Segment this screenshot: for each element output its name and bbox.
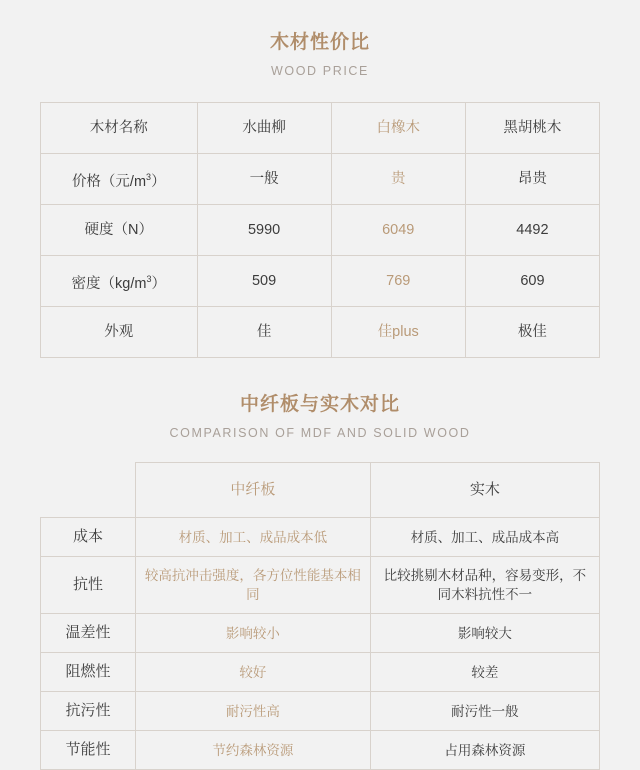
table-cell-cost-mdf: 材质、加工、成品成本低 [136,518,371,557]
table-cell-label-flame: 阻燃性 [41,653,136,692]
table-cell-corner-empty [41,463,136,518]
table-cell-density-black-walnut: 609 [465,256,599,307]
table-cell-label-temperature: 温差性 [41,614,136,653]
table-row [41,692,600,731]
table-cell-stain-solid: 耐污性一般 [370,692,599,731]
table-cell-resistance-solid: 比较挑剔木材品种，容易变形，不同木料抗性不一 [370,557,599,614]
table-cell-cost-solid: 材质、加工、成品成本高 [370,518,599,557]
table-cell-label-price: 价格（元$/m^3$） [41,154,198,205]
table-row [41,731,600,770]
wood-price-table [40,102,600,358]
section-comparison-heading [40,358,600,444]
table-row [41,154,600,205]
comparison-table [40,462,600,770]
table-cell-header-ash: 水曲柳 [197,103,331,154]
table-cell-price-black-walnut: 昂贵 [465,154,599,205]
table-cell-energy-solid: 占用森林资源 [370,731,599,770]
table-cell-density-white-oak: 769 [331,256,465,307]
table-cell-resistance-mdf: 较高抗冲击强度，各方位性能基本相同 [136,557,371,614]
table-cell-hardness-ash: 5990 [197,205,331,256]
section-wood-price-title-cn: 木材性价比 [269,32,370,53]
table-cell-price-white-oak: 贵 [331,154,465,205]
section-wood-price-heading [40,0,600,82]
table-cell-header-mdf: 中纤板 [136,463,371,518]
section-comparison-title-cn: 中纤板与实木对比 [239,394,400,415]
table-cell-label-resistance: 抗性 [41,557,136,614]
table-cell-header-solid-wood: 实木 [370,463,599,518]
table-row [41,518,600,557]
table-row [41,256,600,307]
table-cell-header-label: 木材名称 [41,103,198,154]
table-row [41,307,600,358]
table-cell-label-appearance: 外观 [41,307,198,358]
table-cell-label-stain: 抗污性 [41,692,136,731]
table-cell-label-cost: 成本 [41,518,136,557]
table-cell-stain-mdf: 耐污性高 [136,692,371,731]
section-comparison-title-en: COMPARISON OF MDF AND SOLID WOOD [169,426,471,440]
table-row [41,463,600,518]
table-cell-hardness-black-walnut: 4492 [465,205,599,256]
table-cell-temperature-mdf: 影响较小 [136,614,371,653]
table-cell-header-white-oak: 白橡木 [331,103,465,154]
table-row [41,103,600,154]
table-cell-label-density: 密度$(kg/m^3)$ [41,256,198,307]
table-cell-appearance-white-oak: 佳plus [331,307,465,358]
section-wood-price-title-en: WOOD PRICE [271,64,369,78]
table-cell-label-energy: 节能性 [41,731,136,770]
table-row [41,614,600,653]
table-cell-label-hardness: 硬度（N） [41,205,198,256]
table-cell-header-black-walnut: 黑胡桃木 [465,103,599,154]
wood-price-table-wrapper [40,102,600,358]
table-cell-flame-solid: 较差 [370,653,599,692]
table-row [41,653,600,692]
table-cell-price-ash: 一般 [197,154,331,205]
table-cell-energy-mdf: 节约森林资源 [136,731,371,770]
table-row [41,557,600,614]
table-cell-temperature-solid: 影响较大 [370,614,599,653]
table-cell-appearance-ash: 佳 [197,307,331,358]
table-cell-density-ash: 509 [197,256,331,307]
comparison-table-wrapper [40,462,600,770]
table-cell-flame-mdf: 较好 [136,653,371,692]
table-row [41,205,600,256]
table-cell-appearance-black-walnut: 极佳 [465,307,599,358]
table-cell-hardness-white-oak: 6049 [331,205,465,256]
